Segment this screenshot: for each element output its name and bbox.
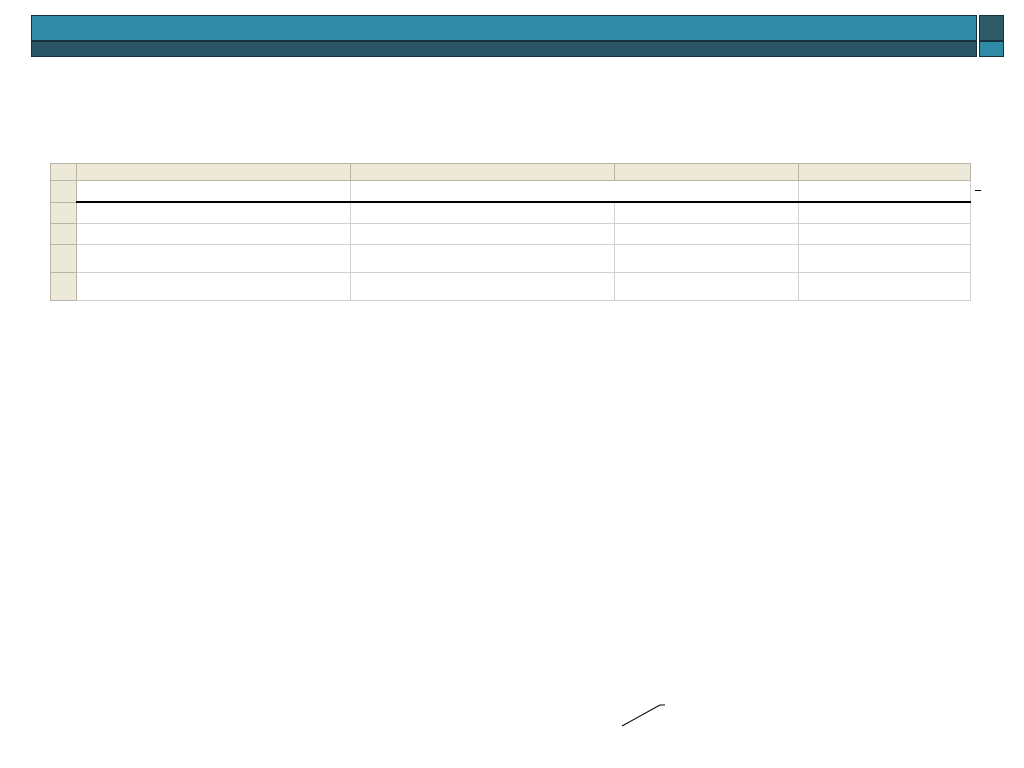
summary-header-row — [51, 202, 971, 224]
cell[interactable] — [799, 273, 971, 301]
discount-should-be-row — [51, 273, 971, 301]
cell[interactable] — [799, 224, 971, 245]
cell[interactable] — [77, 181, 351, 203]
total-label[interactable] — [77, 224, 351, 245]
total-row — [51, 224, 971, 245]
worksheet-table — [50, 163, 971, 301]
stray-mark — [975, 190, 981, 191]
cell[interactable] — [351, 273, 615, 301]
row-number[interactable] — [51, 273, 77, 301]
discount-should-be-vendor[interactable] — [615, 273, 799, 301]
funding-cap-vendor[interactable] — [615, 245, 799, 273]
row-number[interactable] — [51, 181, 77, 203]
row-number[interactable] — [51, 202, 77, 224]
row-number[interactable] — [51, 245, 77, 273]
title-decoration-bar — [31, 15, 1004, 57]
column-header-b[interactable] — [351, 164, 615, 181]
header-actual-bill[interactable] — [351, 202, 615, 224]
column-header-row — [51, 164, 971, 181]
cell[interactable] — [799, 181, 971, 203]
column-header-d[interactable] — [799, 164, 971, 181]
total-actual[interactable] — [351, 224, 615, 245]
discount-should-be-label[interactable] — [77, 273, 351, 301]
total-vendor[interactable] — [615, 224, 799, 245]
cell[interactable] — [799, 245, 971, 273]
decoration-square-bottom — [979, 41, 1004, 57]
summary-title[interactable] — [351, 181, 799, 203]
column-header-c[interactable] — [615, 164, 799, 181]
cell[interactable] — [77, 202, 351, 224]
summary-title-row — [51, 181, 971, 203]
decoration-square-top — [979, 15, 1004, 41]
decoration-bar-bottom — [31, 41, 977, 57]
select-all-corner[interactable] — [51, 164, 77, 181]
decoration-bar-top — [31, 15, 977, 41]
cell[interactable] — [351, 245, 615, 273]
column-header-a[interactable] — [77, 164, 351, 181]
funding-cap-label[interactable] — [77, 245, 351, 273]
spreadsheet — [50, 163, 972, 705]
arrow-line — [620, 702, 670, 728]
header-vendor-disc[interactable] — [615, 202, 799, 224]
row-number[interactable] — [51, 224, 77, 245]
cell[interactable] — [799, 202, 971, 224]
funding-cap-row — [51, 245, 971, 273]
